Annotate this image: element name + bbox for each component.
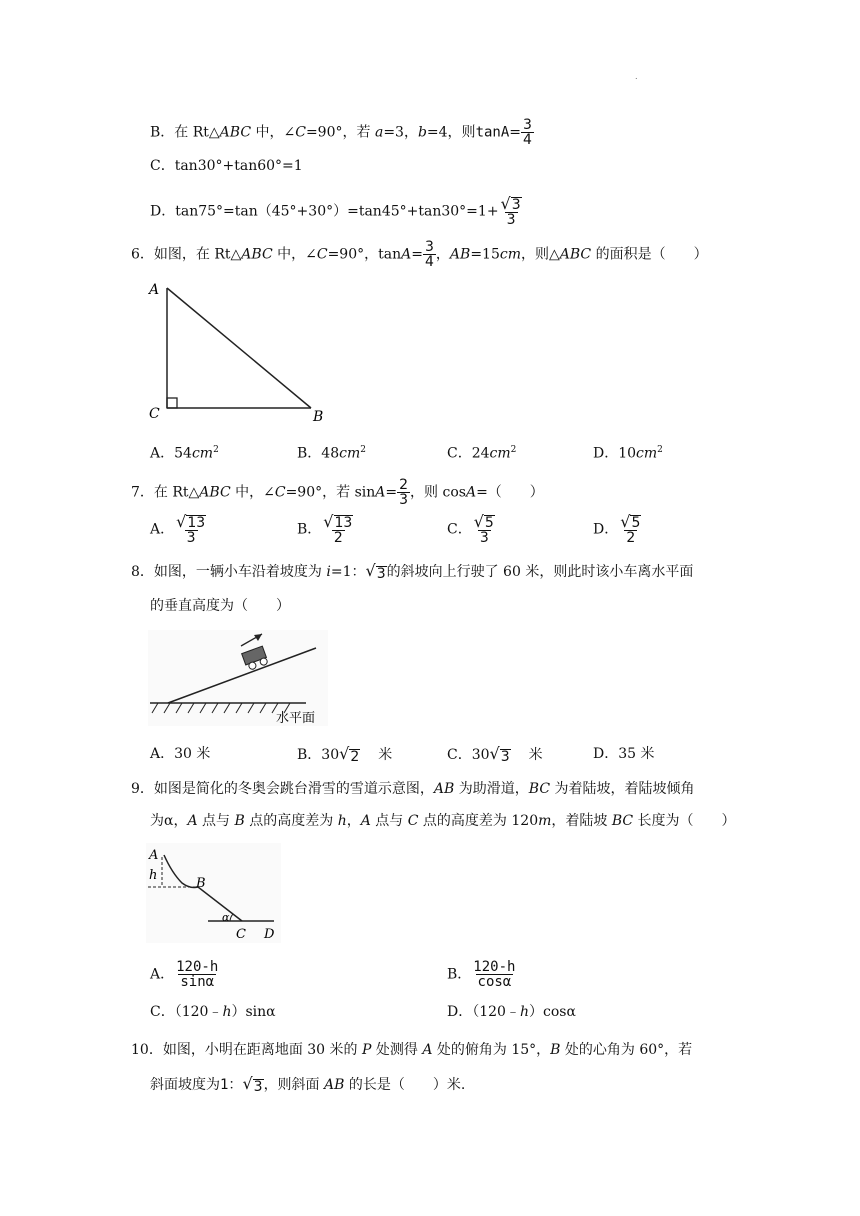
text: B．在 Rt△ — [150, 124, 220, 141]
label-b: B — [196, 876, 206, 891]
fraction — [521, 118, 534, 147]
sup: 2 — [657, 445, 663, 455]
text: C．30 — [447, 747, 490, 763]
q7-option-b[interactable] — [297, 514, 355, 545]
denominator: 3 — [479, 530, 489, 546]
text: ，则斜面 — [263, 1077, 325, 1093]
q10-stem-line1 — [131, 1040, 692, 1060]
sqrt: √ 13 — [323, 512, 353, 531]
denominator: 4 — [523, 132, 532, 148]
text: =15 — [470, 246, 500, 263]
fraction — [499, 196, 524, 227]
sqrt: √ 13 — [176, 512, 206, 531]
fraction — [472, 514, 497, 545]
numerator — [472, 514, 497, 530]
q6-option-a[interactable] — [150, 440, 219, 464]
text: =4，则 — [426, 124, 476, 141]
sqrt: √ 5 — [620, 512, 641, 531]
sqrt: √ 3 — [489, 744, 510, 765]
text: ABC — [199, 484, 231, 501]
q6-option-d[interactable] — [593, 440, 663, 464]
text: = — [385, 484, 398, 501]
text: A — [465, 484, 477, 501]
q9-stem-line2 — [150, 811, 736, 831]
text: A — [375, 484, 386, 501]
radicand: 13 — [187, 515, 206, 531]
denominator: 4 — [424, 254, 434, 270]
denominator: 3 — [186, 530, 196, 546]
text: C — [295, 124, 306, 141]
q8-option-d[interactable]: D．35 米 — [593, 746, 655, 762]
text: B． — [447, 966, 472, 983]
text: ， — [346, 813, 361, 829]
text: 斜面坡度为 — [150, 1077, 220, 1093]
text: = — [509, 124, 522, 141]
text: 处测得 — [371, 1042, 423, 1058]
text: D．10 — [593, 445, 637, 462]
text: =1： — [330, 564, 366, 580]
text: i — [326, 564, 331, 580]
text: =90°，若 — [305, 124, 375, 141]
text: cm — [499, 246, 521, 263]
text: C．24 — [447, 445, 490, 462]
text: B．30 — [297, 747, 340, 763]
unit: cm — [489, 445, 511, 462]
fraction — [397, 478, 410, 507]
text: AB — [433, 781, 455, 797]
label-c: C — [149, 406, 160, 422]
text: AB — [324, 1077, 345, 1093]
text: tanA — [475, 124, 510, 141]
q10-stem-line2 — [150, 1074, 465, 1095]
sqrt: √ 3 — [500, 194, 521, 213]
text: a — [374, 124, 384, 141]
text: B — [234, 813, 245, 829]
fraction — [423, 240, 436, 269]
text: A — [422, 1042, 433, 1058]
q5-option-d[interactable] — [150, 196, 524, 227]
q8-option-c[interactable] — [447, 744, 543, 765]
radicand: 3 — [511, 197, 521, 213]
text: B — [550, 1042, 561, 1058]
text: ）cosα — [528, 1004, 576, 1020]
text: =3， — [383, 124, 418, 141]
text: ABC — [241, 246, 273, 263]
text: 的面积是（ ） — [591, 246, 708, 263]
q9-stem-line1 — [131, 779, 694, 799]
q5-option-c[interactable]: C．tan30°+tan60°=1 — [150, 158, 303, 174]
text: ABC — [219, 124, 252, 141]
text: B．48 — [297, 445, 340, 462]
label-h: h — [149, 868, 158, 883]
radicand: 3 — [253, 1079, 263, 1095]
numerator: 3 — [523, 117, 532, 133]
text: ，则 cos — [410, 484, 466, 501]
numerator: 2 — [399, 477, 409, 493]
numerator: 120-h — [176, 959, 219, 975]
numerator — [174, 514, 208, 530]
label-c: C — [236, 927, 246, 942]
q8-stem-line2: 的垂直高度为（ ） — [150, 598, 290, 614]
sup: 2 — [510, 445, 517, 455]
label-d: D — [264, 927, 275, 942]
text: 中，∠ — [251, 124, 296, 141]
text: D． — [593, 521, 619, 538]
text: C．（120﹣ — [150, 1004, 223, 1020]
text: 为助滑道， — [454, 781, 529, 797]
text: 6．如图，在 Rt△ — [131, 246, 242, 263]
q8-option-b[interactable] — [297, 744, 392, 765]
q6-stem — [131, 240, 708, 269]
sup: 2 — [213, 445, 219, 455]
text: 点与 — [197, 813, 235, 829]
unit: cm — [636, 445, 658, 462]
sqrt: √ 5 — [473, 512, 494, 531]
radicand: 3 — [376, 566, 386, 582]
text: C — [316, 246, 328, 263]
q9-option-d[interactable] — [447, 1002, 576, 1022]
text: A — [187, 813, 198, 829]
text: 为α， — [150, 813, 188, 829]
figure-background — [146, 843, 281, 943]
text: B． — [297, 521, 322, 538]
q7-option-d[interactable] — [593, 514, 643, 545]
q7-stem — [131, 478, 544, 507]
fraction — [321, 514, 355, 545]
text: A． — [150, 966, 175, 983]
text: C． — [447, 521, 472, 538]
text: 的长是（ ）米. — [344, 1077, 466, 1093]
fraction — [618, 514, 643, 545]
label-a: A — [149, 282, 160, 298]
q6-option-c[interactable] — [447, 440, 516, 464]
fraction — [471, 960, 517, 989]
numerator — [499, 196, 524, 212]
text: 点的高度差为 — [244, 813, 338, 829]
unit: cm — [191, 445, 214, 462]
text: 点与 — [370, 813, 408, 829]
text: b — [417, 124, 427, 141]
radicand: 3 — [500, 749, 510, 765]
q9-option-c[interactable] — [150, 1002, 276, 1022]
sup: 2 — [360, 445, 366, 455]
q6-triangle-figure — [145, 278, 335, 428]
q9-ski-figure — [146, 843, 281, 943]
text: A． — [150, 521, 175, 538]
label-horizontal: 水平面 — [276, 711, 316, 726]
denominator: 3 — [506, 212, 516, 228]
q7-option-c[interactable] — [447, 514, 497, 545]
text: A — [360, 813, 371, 829]
q5-option-b[interactable] — [150, 118, 534, 147]
label-a: A — [149, 848, 159, 863]
radicand: 13 — [334, 515, 353, 531]
text: BC — [611, 813, 634, 829]
q9-option-a[interactable] — [150, 960, 220, 989]
denominator: 2 — [626, 530, 636, 546]
text: 为着陆坡，着陆坡倾角 — [550, 781, 695, 797]
text: h — [519, 1004, 529, 1020]
numerator: 120-h — [473, 959, 516, 975]
text: ，着陆坡 — [551, 813, 612, 829]
text: h — [337, 813, 347, 829]
q8-slope-figure — [148, 630, 328, 726]
text: D．（120﹣ — [447, 1004, 520, 1020]
text: D．tan75°=tan（45°+30°）=tan45°+tan30°=1+ — [150, 203, 499, 220]
label-b: B — [313, 409, 324, 425]
text: ， — [435, 246, 450, 263]
radicand: 5 — [484, 515, 494, 531]
denominator: sinα — [180, 974, 215, 990]
text: =90°，tan — [327, 246, 402, 263]
text: =90°，若 sin — [285, 484, 376, 501]
text: m — [538, 813, 552, 829]
sqrt: √ 3 — [242, 1074, 263, 1095]
text: A — [401, 246, 412, 263]
text: h — [222, 1004, 232, 1020]
q9-option-b[interactable] — [447, 960, 517, 989]
text: 点的高度差为 120 — [418, 813, 539, 829]
right-angle-mark — [167, 398, 177, 408]
text: 10．如图，小明在距离地面 30 米的 — [131, 1042, 362, 1058]
text: 1： — [220, 1077, 243, 1093]
text: 中，∠ — [272, 246, 317, 263]
sqrt: √ 3 — [365, 561, 386, 582]
text: =（ ） — [476, 484, 544, 501]
text: 8．如图，一辆小车沿着坡度为 — [131, 564, 327, 580]
q8-stem-line1 — [131, 561, 693, 582]
text: ABC — [559, 246, 592, 263]
text: 7．在 Rt△ — [131, 484, 200, 501]
radicand: 2 — [350, 749, 360, 765]
header-dot: . — [635, 72, 638, 81]
text: C — [407, 813, 419, 829]
q8-option-a[interactable]: A．30 米 — [150, 746, 211, 762]
unit: cm — [339, 445, 361, 462]
text: 处的心角为 60°，若 — [560, 1042, 693, 1058]
radicand: 5 — [631, 515, 641, 531]
numerator: 3 — [424, 239, 434, 255]
text: A．54 — [150, 445, 192, 462]
text: ）sinα — [231, 1004, 276, 1020]
text: BC — [528, 781, 551, 797]
text: 米 — [378, 747, 393, 763]
text: 长度为（ ） — [633, 813, 736, 829]
text: 中，∠ — [230, 484, 275, 501]
text: 的斜坡向上行驶了 60 米，则此时该小车离水平面 — [386, 564, 694, 580]
side-ab — [167, 288, 311, 408]
text: 9．如图是简化的冬奥会跳台滑雪的雪道示意图， — [131, 781, 434, 797]
text: ，则△ — [520, 246, 560, 263]
denominator: 3 — [399, 492, 409, 508]
q6-option-b[interactable] — [297, 440, 366, 464]
numerator — [618, 514, 643, 530]
denominator: cosα — [477, 974, 512, 990]
fraction — [174, 960, 220, 989]
numerator — [321, 514, 355, 530]
sqrt: √ 2 — [339, 744, 360, 765]
text: 处的俯角为 15°， — [432, 1042, 551, 1058]
q7-option-a[interactable] — [150, 514, 208, 545]
fraction — [174, 514, 208, 545]
text: AB — [449, 246, 471, 263]
denominator: 2 — [333, 530, 343, 546]
label-alpha: α — [222, 911, 230, 924]
text: = — [411, 246, 423, 263]
text: 米 — [528, 747, 543, 763]
text: C — [274, 484, 286, 501]
text: P — [361, 1042, 372, 1058]
